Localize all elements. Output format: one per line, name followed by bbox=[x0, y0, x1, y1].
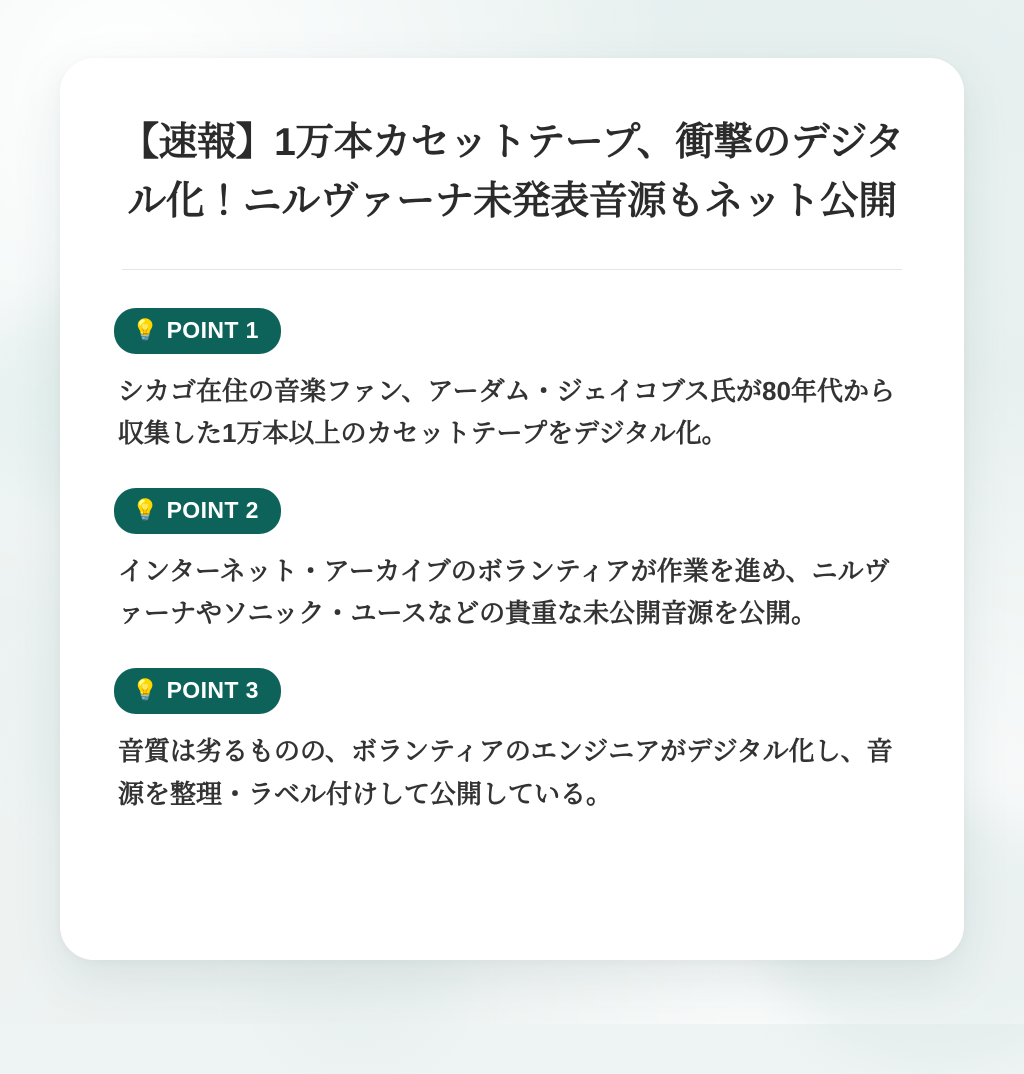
point-badge-3 bbox=[114, 668, 281, 714]
point-badge-2 bbox=[114, 488, 281, 534]
point-text: 音質は劣るものの、ボランティアのエンジニアがデジタル化し、音源を整理・ラベル付けして公開している。 bbox=[118, 736, 893, 809]
point-item bbox=[114, 488, 910, 634]
lightbulb-icon: 💡 bbox=[132, 499, 159, 523]
lightbulb-icon: 💡 bbox=[132, 319, 159, 342]
point-badge-label: POINT 1 bbox=[166, 317, 259, 343]
point-badge-label: POINT 2 bbox=[166, 497, 259, 524]
point-badge-label: POINT 3 bbox=[166, 677, 259, 704]
point-text: インターネット・アーカイブのボランティアが作業を進め、ニルヴァーナやソニック・ユースなどの貴重な未公開音源を公開。 bbox=[118, 556, 890, 629]
page-title: 【速報】1万本カセットテープ、衝撃のデジタル化！ニルヴァーナ未発表音源もネット公開 bbox=[120, 121, 904, 223]
point-text: シカゴ在住の音楽ファン、アーダム・ジェイコブス氏が80年代から収集した1万本以上のカセットテープをデジタル化。 bbox=[118, 376, 895, 449]
summary-card bbox=[60, 58, 964, 960]
lightbulb-icon: 💡 bbox=[132, 679, 159, 703]
title-divider bbox=[122, 269, 902, 270]
point-item bbox=[114, 308, 910, 454]
points-list bbox=[114, 308, 910, 815]
point-item bbox=[114, 668, 910, 814]
point-badge-1 bbox=[114, 308, 281, 354]
